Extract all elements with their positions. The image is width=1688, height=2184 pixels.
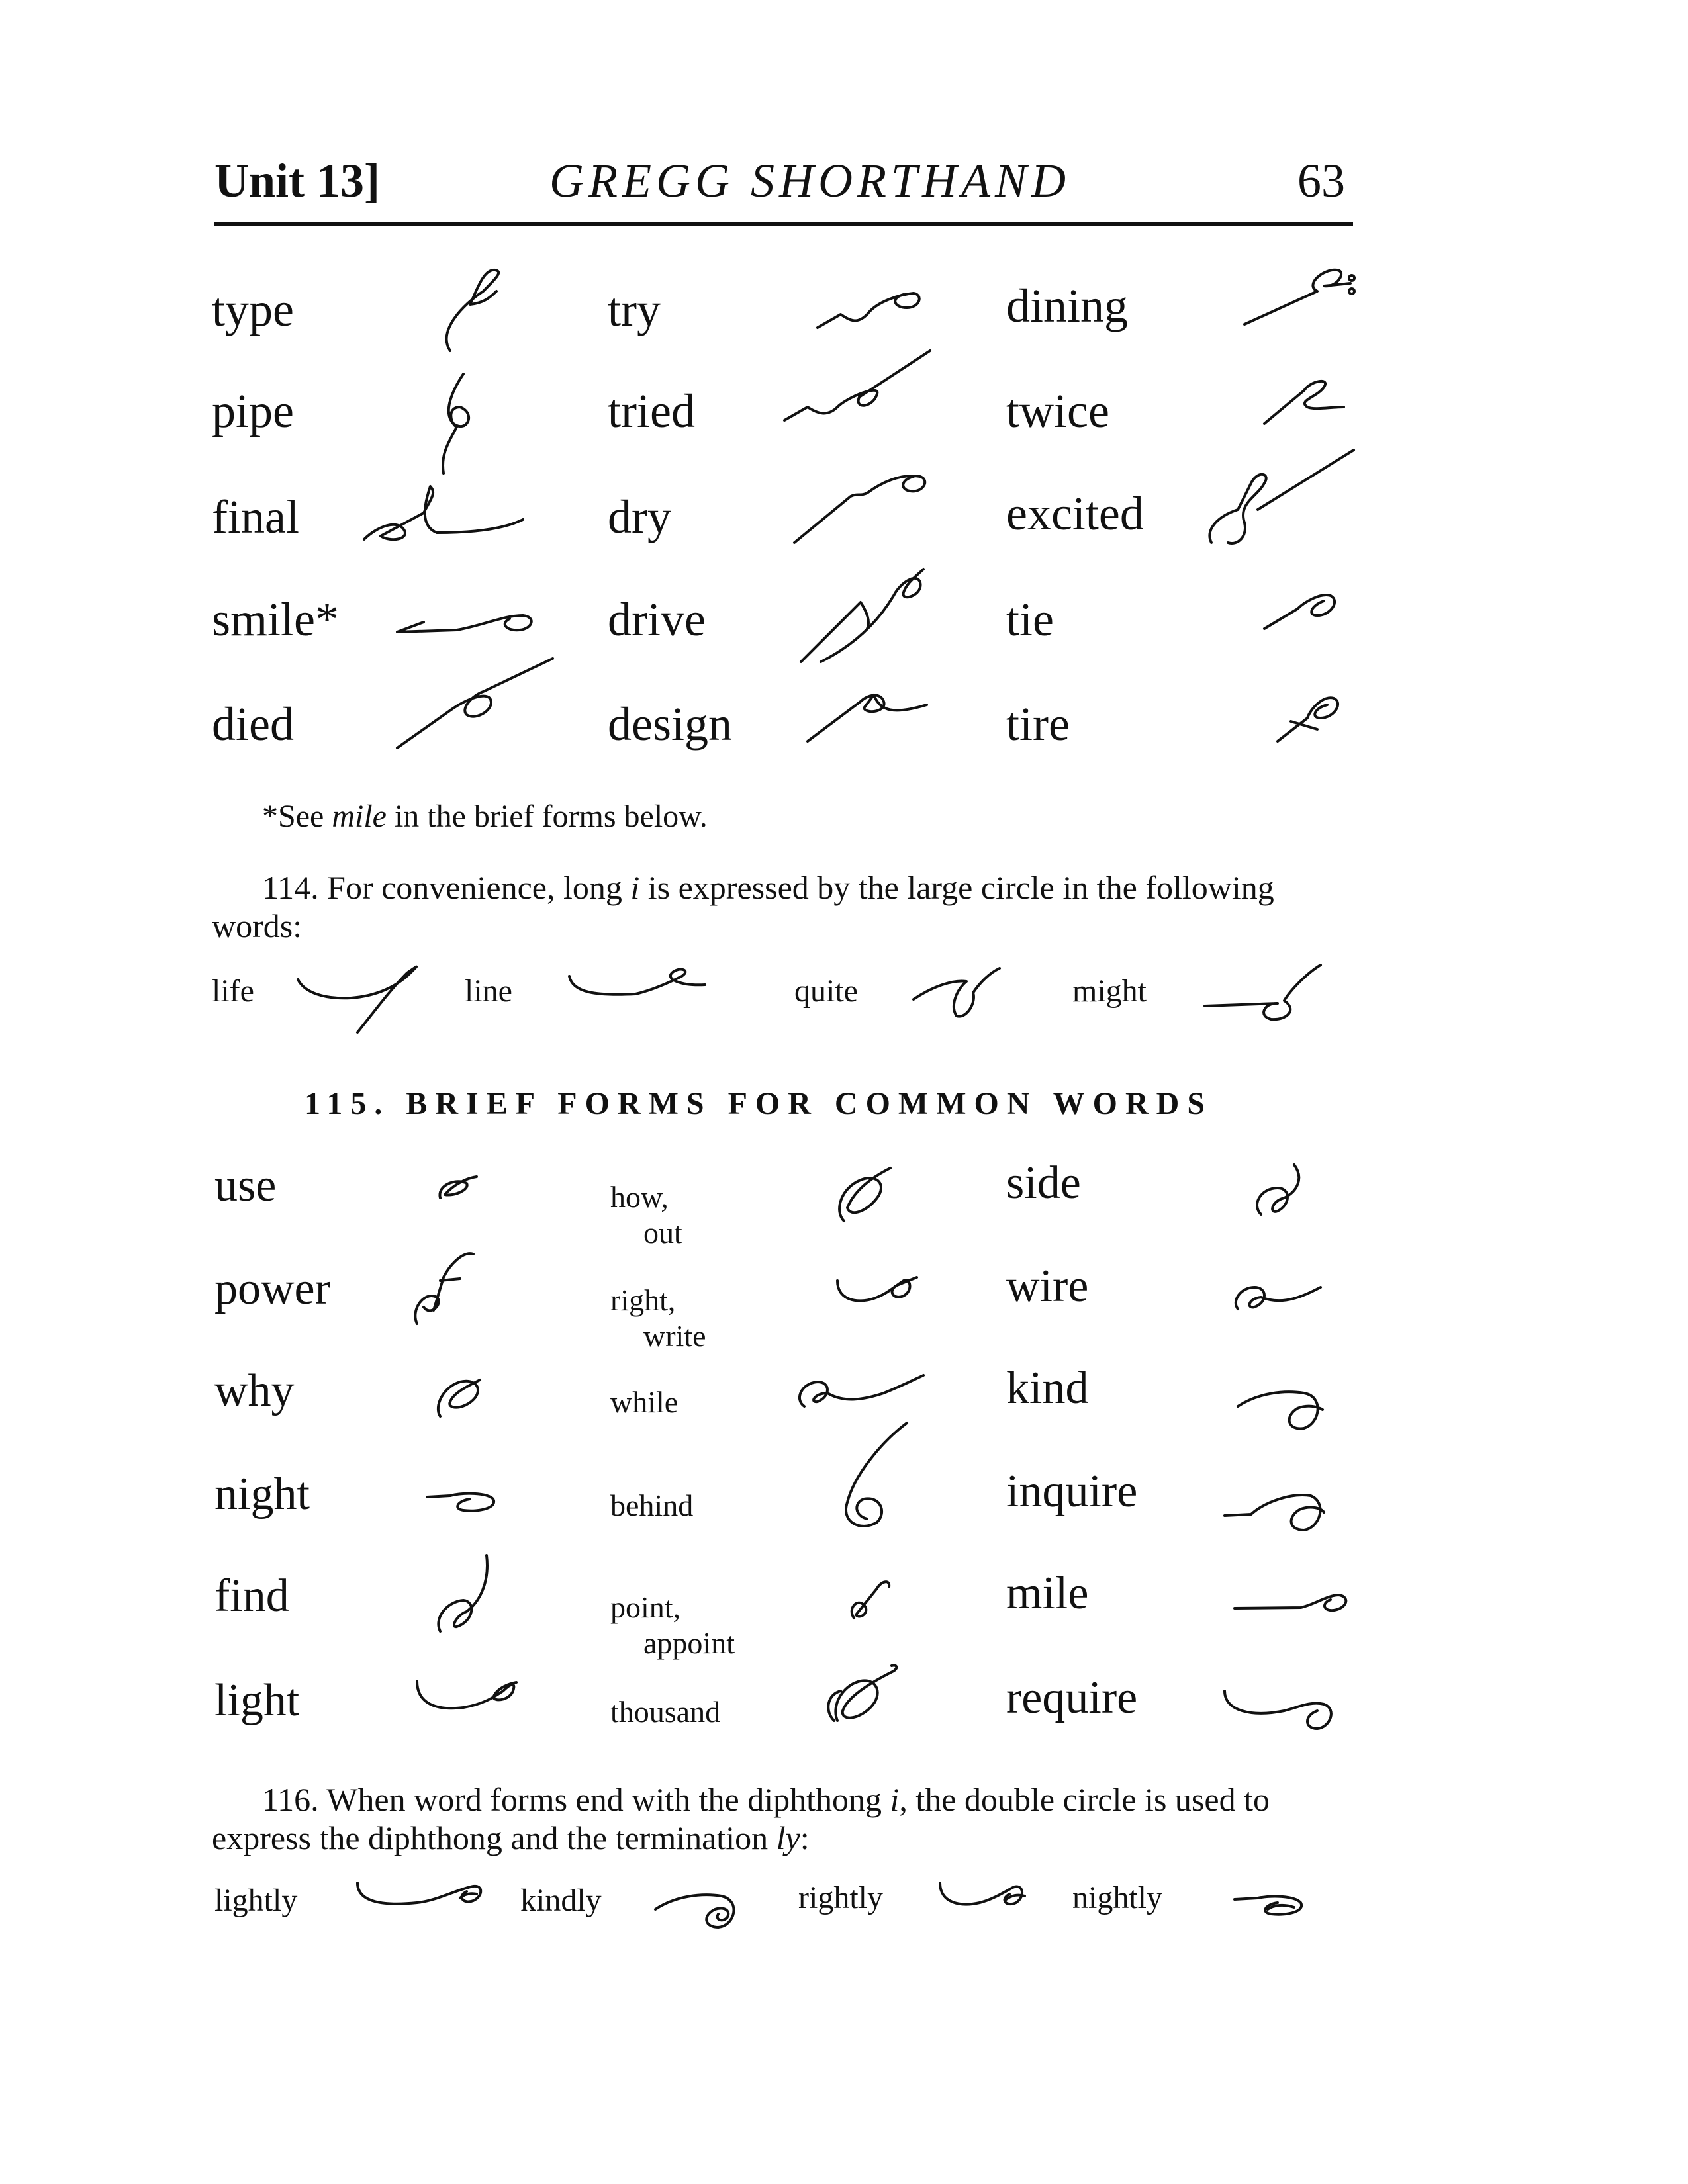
word-tie: tie	[1006, 593, 1054, 646]
died-outline	[391, 655, 563, 754]
side-outline	[1248, 1158, 1321, 1224]
behind-outline	[827, 1416, 920, 1535]
life-outline	[291, 960, 437, 1039]
nightly-outline	[1231, 1886, 1317, 1926]
how-out-outline	[831, 1161, 904, 1228]
brief-inquire: inquire	[1006, 1466, 1138, 1517]
word-dining: dining	[1006, 279, 1129, 332]
pipe-outline	[424, 367, 496, 480]
brief-while: while	[610, 1385, 679, 1419]
why-outline	[430, 1370, 490, 1423]
kindly-outline	[649, 1880, 748, 1933]
brief-mile: mile	[1006, 1568, 1089, 1619]
unit-label: Unit 13]	[214, 154, 380, 207]
brief-thousand: thousand	[610, 1695, 721, 1729]
word-drive: drive	[608, 593, 706, 646]
p116-word-nightly: nightly	[1072, 1880, 1163, 1915]
p114-word-quite: quite	[794, 974, 858, 1009]
find-outline	[430, 1549, 503, 1641]
while-outline	[791, 1363, 930, 1416]
mile-outline	[1228, 1578, 1354, 1625]
word-died: died	[212, 698, 294, 751]
tried-outline	[781, 347, 940, 433]
word-design: design	[608, 698, 732, 751]
brief-point-appoint: point, appoint	[610, 1590, 735, 1660]
word-tire: tire	[1006, 698, 1070, 751]
word-smile: smile*	[212, 593, 339, 646]
brief-light: light	[214, 1675, 300, 1726]
p114-word-line: line	[465, 974, 512, 1009]
line-outline	[563, 966, 715, 1006]
excited-outline	[1198, 443, 1357, 549]
power-outline	[404, 1244, 483, 1330]
point-appoint-outline	[844, 1569, 904, 1628]
design-outline	[801, 675, 933, 748]
brief-wire: wire	[1006, 1261, 1089, 1312]
require-outline	[1218, 1681, 1344, 1734]
header-rule	[214, 222, 1353, 226]
kind-outline	[1231, 1377, 1331, 1436]
paragraph-116: 116. When word forms end with the diphthong i, the double circle is used to express the diphthong and the termination ly:	[212, 1781, 1270, 1856]
twice-outline	[1258, 371, 1350, 430]
word-excited: excited	[1006, 487, 1144, 540]
brief-side: side	[1006, 1158, 1081, 1208]
brief-use: use	[214, 1160, 277, 1211]
word-tried: tried	[608, 385, 695, 437]
tie-outline	[1258, 582, 1350, 635]
p116-word-kindly: kindly	[520, 1883, 602, 1918]
right-write-outline	[831, 1271, 923, 1310]
tire-outline	[1271, 682, 1350, 748]
dry-outline	[788, 457, 940, 549]
p114-word-life: life	[212, 974, 254, 1009]
brief-require: require	[1006, 1672, 1138, 1723]
brief-night: night	[214, 1469, 310, 1520]
brief-how-out: how, out	[610, 1180, 682, 1250]
word-type: type	[212, 283, 294, 336]
use-outline	[430, 1165, 483, 1205]
quite-outline	[907, 963, 1006, 1023]
p114-word-might: might	[1072, 974, 1147, 1009]
section-115-heading: 115. BRIEF FORMS FOR COMMON WORDS	[305, 1086, 1213, 1121]
light-outline	[410, 1674, 523, 1721]
brief-power: power	[214, 1263, 330, 1314]
might-outline	[1198, 960, 1331, 1026]
brief-right-write: right, write	[610, 1283, 706, 1353]
page-number: 63	[1297, 154, 1345, 207]
word-dry: dry	[608, 490, 671, 543]
try-outline	[814, 275, 927, 334]
smile-outline	[391, 596, 543, 642]
rightly-outline	[933, 1873, 1039, 1919]
paragraph-114: 114. For convenience, long i is expressed by the large circle in the following words:	[212, 869, 1274, 944]
wire-outline	[1228, 1271, 1327, 1317]
inquire-outline	[1218, 1476, 1331, 1535]
brief-kind: kind	[1006, 1363, 1089, 1414]
running-title: GREGG SHORTHAND	[549, 154, 1070, 207]
word-pipe: pipe	[212, 385, 294, 437]
p116-word-lightly: lightly	[214, 1883, 298, 1918]
brief-find: find	[214, 1570, 289, 1621]
footnote: *See mile in the brief forms below.	[262, 799, 708, 834]
dining-outline	[1238, 258, 1357, 331]
thousand-outline	[818, 1658, 910, 1731]
word-try: try	[608, 283, 661, 336]
p116-word-rightly: rightly	[798, 1880, 883, 1915]
brief-behind: behind	[610, 1488, 694, 1522]
brief-why: why	[214, 1365, 295, 1416]
drive-outline	[794, 556, 940, 668]
lightly-outline	[351, 1873, 496, 1919]
word-twice: twice	[1006, 385, 1109, 437]
word-final: final	[212, 490, 299, 543]
night-outline	[424, 1482, 503, 1522]
type-outline	[424, 265, 510, 357]
final-outline	[357, 467, 530, 553]
